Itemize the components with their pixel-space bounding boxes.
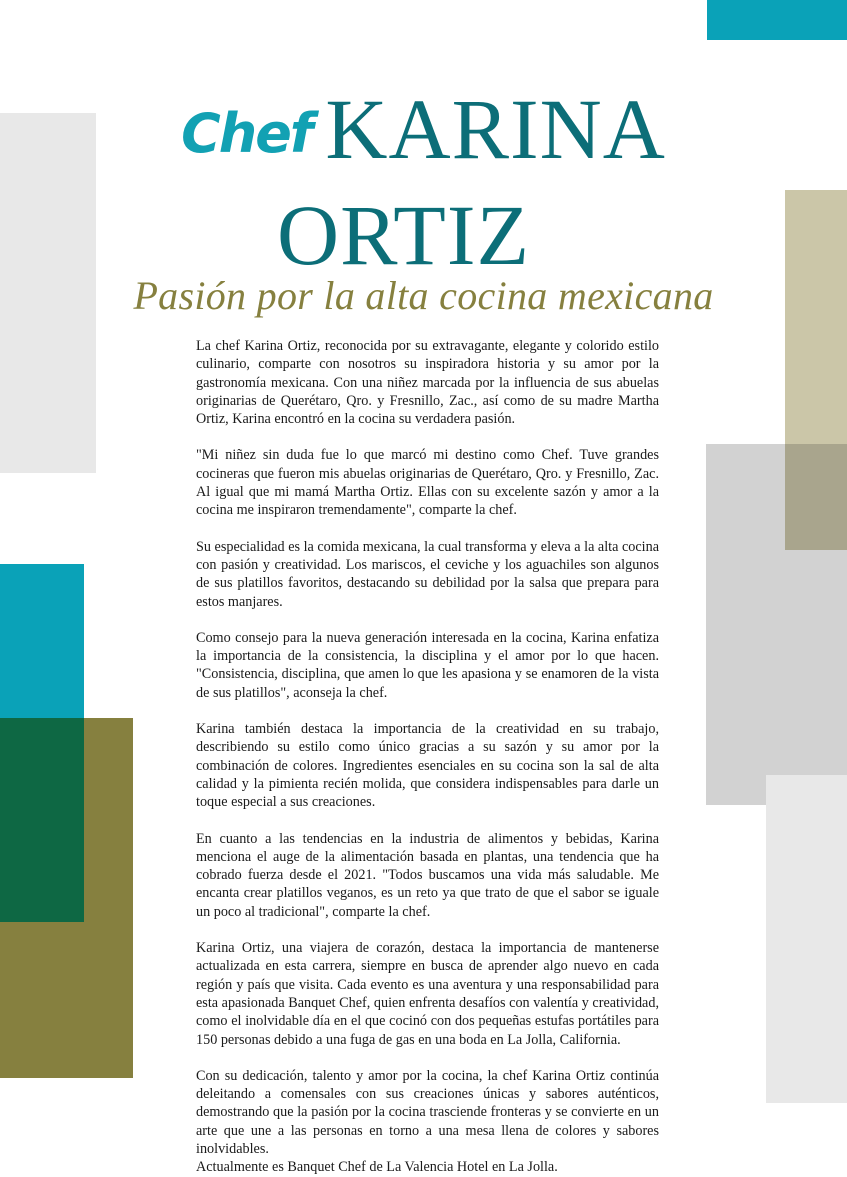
closing-paragraph-text: Con su dedicación, talento y amor por la cocina, la chef Karina Ortiz continúa deleitando a comensales con sus creaciones únicas y sabores auténticos, demostrando que la pasión por la cocina trasciende fronteras y se convierte en un arte que une a las personas en torno a una mesa llena de colores y sabores inolvidables. [196,1067,659,1157]
teal-corner-block [707,0,847,40]
page-subtitle: Pasión por la alta cocina mexicana [133,273,714,318]
left-green-block [0,718,84,922]
title-chef-script: Chef [181,102,312,165]
article-paragraph: Karina Ortiz, una viajera de corazón, destaca la importancia de mantenerse actualizada en esta carrera, siempre en busca de aprender algo nuevo en cada región y país que visita. Cada evento es una aventura y una responsabilidad para esta apasionada Banquet Chef, quien enfrenta desafíos con valentía y creatividad, como el inolvidable día en el que cocinó con dos pequeñas estufas portátiles para 150 personas debido a una fuga de gas en una boda en La Jolla, California. [196,940,659,1048]
title-first-name: KARINA [325,81,666,177]
page-title [0,81,847,283]
article-paragraph: La chef Karina Ortiz, reconocida por su extravagante, elegante y colorido estilo culinario, comparte con nosotros su inspiradora historia y su amor por la gastronomía mexicana. Con una niñez marcada por la influencia de sus abuelas originarias de Querétaro, Qro. y Fresnillo, Zac., así como de su madre Martha Ortiz, Karina encontró en la cocina su verdadera pasión. [196,338,659,428]
article-paragraph: Su especialidad es la comida mexicana, la cual transforma y eleva a la alta cocina con pasión y creatividad. Los mariscos, el ceviche y los aguachiles son algunos de sus platillos favoritos, destacando su debilidad por la salsa que prepara para estos manjares. [196,538,659,610]
article-paragraph: Como consejo para la nueva generación interesada en la cocina, Karina enfatiza la importancia de la consistencia, la disciplina y el amor por lo que hacen. "Consistencia, disciplina, que amen lo que les apasiona y se enamoren de la vista de sus platillos", aconseja la chef. [196,629,659,701]
right-light-gray-block [766,775,847,1103]
right-khaki-overlap-block [785,444,847,550]
article-paragraph-last [196,1067,659,1177]
article-paragraph: Karina también destaca la importancia de la creatividad en su trabajo, describiendo su estilo como único gracias a su sazón y su amor por la combinación de colores. Ingredientes esenciales en su cocina son la sal de alta calidad y la pimienta recién molida, que considera indispensables para darle un toque especial a sus creaciones. [196,721,659,811]
article-paragraph: En cuanto a las tendencias en la industria de alimentos y bebidas, Karina menciona el auge de la alimentación basada en plantas, una tendencia que ha cobrado fuerza desde el 2021. "Todos buscamos una vida más saludable. Me encanta crear platillos veganos, es un reto ya que trato de que el sabor se iguale un poco al tradicional", comparte la chef. [196,830,659,920]
article-paragraph: "Mi niñez sin duda fue lo que marcó mi destino como Chef. Tuve grandes cocineras que fueron mis abuelas originarias de Querétaro, Qro. y Fresnillo, Zac. Al igual que mi mamá Martha Ortiz. Ellas con su excelente sazón y amor a la cocina me inspiraron tremendamente", comparte la chef. [196,447,659,519]
closing-line: Actualmente es Banquet Chef de La Valencia Hotel en La Jolla. [196,1159,558,1176]
left-teal-block [0,564,84,720]
article-body [196,337,659,1177]
title-last-name: ORTIZ [276,187,530,283]
